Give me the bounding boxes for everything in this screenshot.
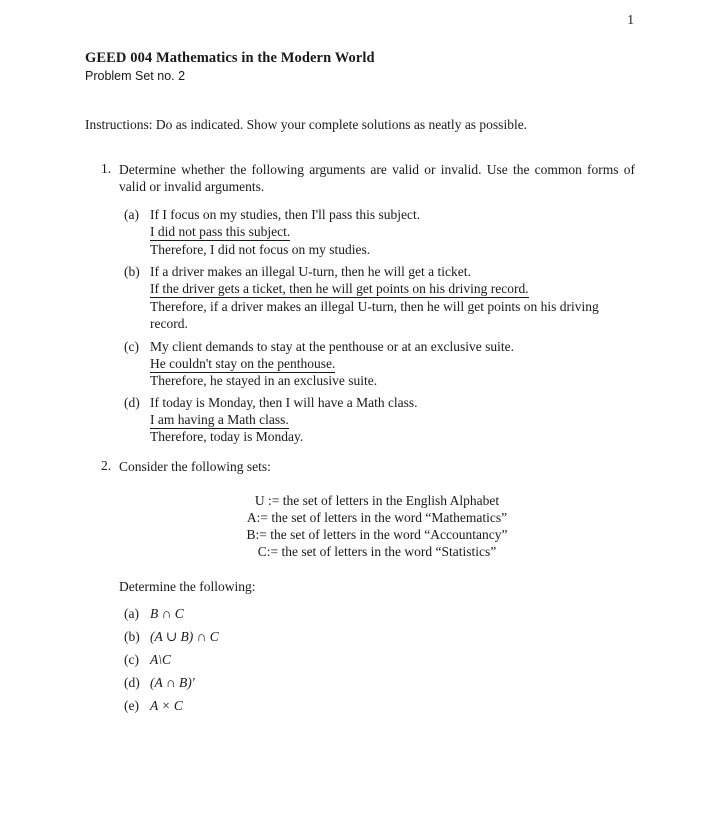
q2-item-d-expr: (A ∩ B)′ bbox=[150, 675, 195, 690]
question-2-prompt: Determine the following: bbox=[119, 579, 256, 594]
q2-item-d-label: (d) bbox=[124, 675, 140, 690]
q2-item-a-label: (a) bbox=[124, 606, 139, 621]
q2-item-b-label: (b) bbox=[124, 629, 140, 644]
q1-item-d-premise2-text: I am having a Math class. bbox=[150, 412, 289, 427]
q1-item-c-premise1: My client demands to stay at the penthouse or at an exclusive suite. bbox=[150, 339, 515, 354]
q1-item-c-premise2 bbox=[150, 356, 335, 372]
set-definition-u: U := the set of letters in the English Alphabet bbox=[254, 493, 500, 508]
page-number: 1 bbox=[627, 12, 634, 27]
q1-item-b-premise1: If a driver makes an illegal U-turn, then he will get a ticket. bbox=[150, 264, 471, 279]
q1-item-a-premise2-text: I did not pass this subject. bbox=[150, 224, 291, 239]
q1-item-a-label: (a) bbox=[124, 207, 139, 222]
q1-item-c-conclusion: Therefore, he stayed in an exclusive suite. bbox=[150, 373, 378, 388]
question-1-text: Determine whether the following arguments are valid or invalid. Use the common forms of valid or invalid arguments. bbox=[119, 162, 635, 194]
question-2-text: Consider the following sets: bbox=[119, 459, 271, 474]
q1-item-a-premise2 bbox=[150, 224, 290, 240]
q1-item-d-label: (d) bbox=[124, 395, 140, 410]
q2-item-c-label: (c) bbox=[124, 652, 139, 667]
q1-item-b-premise2-text: If the driver gets a ticket, then he will get points on his driving record. bbox=[150, 281, 529, 296]
q1-item-b-label: (b) bbox=[124, 264, 140, 279]
q1-item-b-premise2 bbox=[150, 281, 529, 297]
set-definition-a: A:= the set of letters in the word “Mathematics” bbox=[246, 510, 508, 525]
document-title: GEED 004 Mathematics in the Modern World bbox=[85, 50, 375, 66]
set-definition-b: B:= the set of letters in the word “Accountancy” bbox=[246, 527, 508, 542]
document-subtitle: Problem Set no. 2 bbox=[85, 69, 186, 83]
q1-item-d-premise2 bbox=[150, 412, 289, 428]
q1-item-d-conclusion: Therefore, today is Monday. bbox=[150, 429, 304, 444]
q2-item-b-expr: (A ∪ B) ∩ C bbox=[150, 629, 219, 644]
question-2-number: 2. bbox=[101, 458, 112, 473]
q1-item-c-label: (c) bbox=[124, 339, 139, 354]
question-1-number: 1. bbox=[101, 161, 112, 176]
q1-item-c-premise2-text: He couldn't stay on the penthouse. bbox=[150, 356, 336, 371]
set-definition-c: C:= the set of letters in the word “Statistics” bbox=[257, 544, 497, 559]
q2-item-a-expr: B ∩ C bbox=[150, 606, 184, 621]
q1-item-d-premise1: If today is Monday, then I will have a Math class. bbox=[150, 395, 418, 410]
q2-item-c-expr: A\C bbox=[150, 652, 172, 667]
q2-item-e-expr: A × C bbox=[150, 698, 183, 713]
q2-item-e-label: (e) bbox=[124, 698, 139, 713]
instructions: Instructions: Do as indicated. Show your complete solutions as neatly as possible. bbox=[85, 117, 528, 132]
q1-item-a-conclusion: Therefore, I did not focus on my studies. bbox=[150, 242, 371, 257]
q1-item-a-premise1: If I focus on my studies, then I'll pass this subject. bbox=[150, 207, 421, 222]
q1-item-b-conclusion: Therefore, if a driver makes an illegal U-turn, then he will get points on his driving record. bbox=[150, 299, 599, 331]
